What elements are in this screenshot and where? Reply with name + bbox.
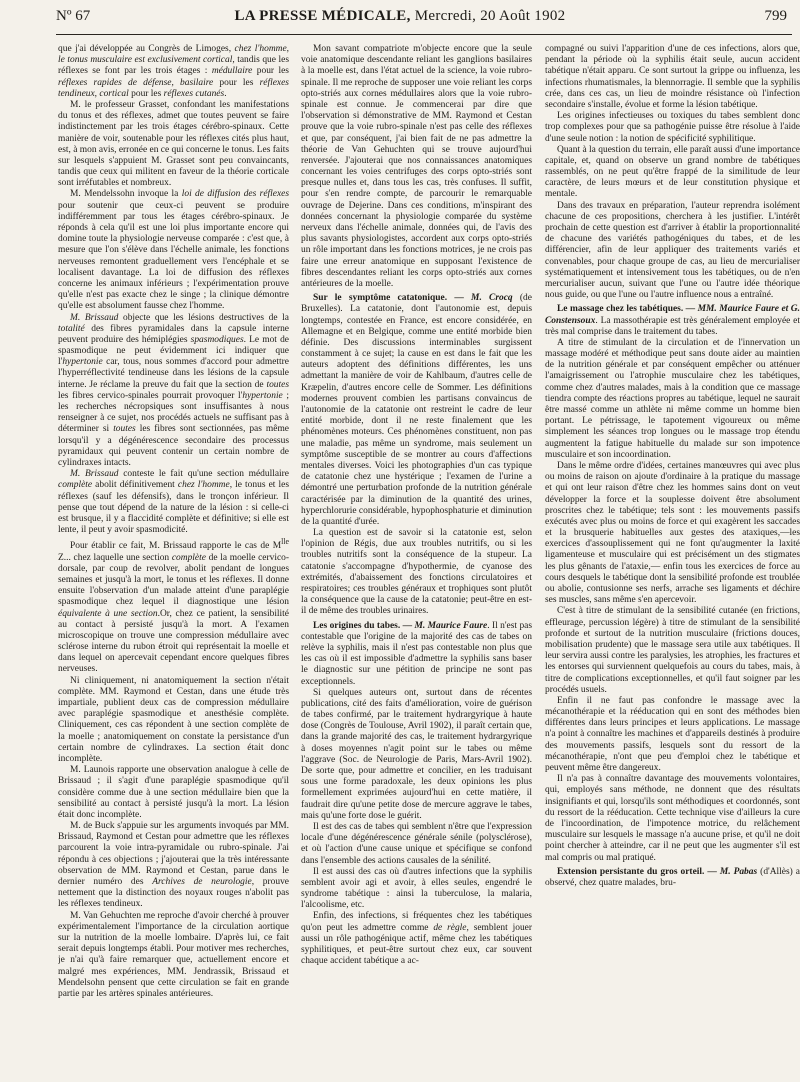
paragraph: Enfin, des infections, si fréquentes chez les tabétiques qu'on peut les admettre comme de règle, semblent jouer aussi un rôle pathogénique actif, même chez les tabétiques syphilitiques, et peut-être surtout chez eux, car souvent chaque accident tabétique a ac- (301, 911, 532, 967)
paragraph: La question est de savoir si la catatonie est, selon l'opinion de Régis, due aux troubles nutritifs, ou si les troubles nutritifs sont la conséquence de la stupeur. La catatonie s'accompagne d'hypothermie, de cyanose des extrémités, d'abaissement des fonctions circulatoires et respiratoires; ces troubles généraux et trophiques sont plutôt la conséquence que la cause de la catatonie; peut-être en est-il de même des troubles urinaires. (301, 528, 532, 617)
paragraph: Les origines infectieuses ou toxiques du tabes semblent donc trop complexes pour que sa pathogénie puisse être résolue à l'aide d'une seule notion : la notion de spécificité syphilitique. (545, 111, 800, 144)
paragraph: C'est à titre de stimulant de la sensibilité cutanée (en frictions, effleurage, percussion légère) à titre de stimulant de la sensibilité profonde et surtout de la nutrition musculaire (frictions douces, mobilisation prudente) que le massage sera utile aux tabétiques. Il leur servira aussi contre les paralysies, les atrophies, les fractures et les entorses qui surviennent quelquefois au cours du tabes, mais, à titre de complications exceptionnelles, et qu'il faut soigner par les procédés usuels. (545, 606, 800, 695)
header-rule (56, 34, 792, 35)
issue-date: Mercredi, 20 Août 1902 (414, 8, 566, 24)
paragraph: M. Brissaud objecte que les lésions destructives de la totalité des fibres pyramidales dans la capsule interne peuvent produire des hémiplégies spasmodiques. Le mot de spasmodique ne peut évidemment ici indiquer que l'hypertonie car, tous, nous sommes d'accord pour admettre l'hyperréflectivité tendineuse dans les lésions de la capsule interne. Je réclame la preuve du fait que la section de toutes les fibres cervico-spinales pourrait provoquer l'hypertonie ; les recherches nécropsiques sont insuffisantes à nous renseigner à ce sujet, nos procédés actuels ne suffisant pas à déterminer si toutes les fibres sont sectionnées, pas même lorsqu'il y a dégénérescence secondaire des processus pyramidaux qui peuvent contenir un certain nombre de cylindraxes intacts. (58, 312, 289, 468)
paragraph: Mon savant compatriote m'objecte encore que la seule voie anatomique descendante reliant les ganglions basilaires à la moelle est, dans l'état actuel de la science, la voie rubro-spinale. Il me reproche de supposer une voie reliant les corps opto-striés aux cornes médullaires alors que la voie rubro-spinale est connue. Je commencerai par dire que l'observation si démonstrative de MM. Raymond et Cestan prouve que la voie rubro-spinale n'est pas celle des réflexes et que, par conséquent, j'ai bien fait de ne pas admettre la théorie de Van Gehuchten qui se trouve aujourd'hui renversée. J'ajouterai que nos connaissances anatomiques concernant les voies centrifuges des corps opto-striés sont presque nulles et, dans tous les cas, très confuses. Il suffit, pour s'en rendre compte, de parcourir le remarquable ouvrage de Dejerine. Dans ces conditions, m'inspirant des données concernant la physiologie comparée du système nerveux dans l'échelle animale, données qui, de l'avis des plus savants physiologistes, accordent aux corps opto-striés un rôle important dans les fonctions motrices, je ne crois pas faire une erreur anatomique en supposant l'existence de fibres descendantes reliant les corps opto-striés aux cornes antérieures de la moelle. (301, 44, 532, 289)
paragraph: Il est aussi des cas où d'autres infections que la syphilis semblent avoir agi et avoir, à elles seules, engendré le syndrome tabétique : ainsi la tuberculose, la malaria, l'alcoolisme, etc. (301, 866, 532, 911)
paragraph: Pour établir ce fait, M. Brissaud rapporte le cas de $M^{lle}$ Z... chez laquelle une section complète de la moelle cervico-dorsale, par coup de revolver, abolit pendant de longues semaines et jusqu'à la mort, le tonus et les réflexes. Il donne ensuite l'observation d'un malade atteint d'une paraplégie spasmodique chez lequel il diagnostique une lésion équivalente à une section.Or, chez ce patient, la sensibilité au contact à persisté jusqu'à la mort. A l'examen microscopique on trouve une compression médullaire avec sclérose interne du rubon étroit qui représentait la moelle et dans lequel on apercevait cependant encore quelques fibres nerveuses. (58, 537, 289, 675)
text-column-1 (58, 44, 289, 1078)
paragraph: M. Van Gehuchten me reproche d'avoir cherché à prouver expérimentalement l'importance de la circulation aortique sur la nutrition de la moelle lombaire. D'après lui, ce fait serait depuis longtemps établi. Pour motiver mes recherches, je n'ai qu'à faire remarquer que, actuellement encore et malgré mes expériences, MM. Jendrassik, Brissaud et Mendelsohn pensent que cette circulation se fait en grande partie par les artères spinales antérieures. (58, 910, 289, 999)
paragraph: que j'ai développée au Congrès de Limoges, chez l'homme, le tonus musculaire est exclusivement cortical, tandis que les réflexes se font par les trois étages : médullaire pour les réflexes rapides de défense, basilaire pour les réflexes tendineux, cortical pour les réflexes cutanés. (58, 44, 289, 99)
text-column-2 (301, 44, 532, 1078)
journal-masthead (0, 8, 800, 25)
paragraph: M. le professeur Grasset, confondant les manifestations du tonus et des réflexes, admet que toutes peuvent se faire indistinctement par les trois étages cérébro-spinaux. Cette manière de voir, soutenable pour les réflexes cités plus haut, est, à mon avis, erronée en ce qui concerne le tonus. Les faits sur lesquels s'appuient M. Grasset sont peu convaincants, tandis que ceux qui militent en faveur de la théorie corticale sont irréfutables et nombreux. (58, 99, 289, 189)
paragraph: Ni cliniquement, ni anatomiquement la section n'était complète. MM. Raymond et Cestan, dans une étude très impartiale, publient deux cas de compression médullaire avec paraplégie spasmodique et anesthésie complète. Cliniquement, ces cas répondent à une section complète de la moelle ; anatomiquement on constate la persistance d'un certain nombre de cylindraxes. La section était donc incomplète. (58, 675, 289, 764)
paragraph: Si quelques auteurs ont, surtout dans de récentes publications, cité des faits d'amélioration, voire de guérison de tabes confirmé, par le traitement hydrargyrique à haute dose (Congrès de Toulouse, Avril 1902), il paraît certain que, dans la grande majorité des cas, le traitement hydrargyrique à doses moyennes n'agit point sur le tabes ou même l'aggrave (Soc. de Neurologie de Paris, Mars-Avril 1902). De sorte que, pour admettre et concilier, en les traduisant sous une forme paradoxale, les deux opinions les plus formellement exprimées aujourd'hui en cette matière, il faudrait dire qu'une petite dose de mercure aggrave le tabes, mais qu'une forte dose le guérit. (301, 687, 532, 821)
paragraph: Il n'a pas à connaître davantage des mouvements volontaires, qui, employés sans méthode, ne donnent que des résultats insignifiants et qui, lorsqu'ils sont méthodiques et coordonnés, sont du ressort de la rééducation. Cette technique vise d'ailleurs la cure de l'incoordination, de l'impotence motrice, du relâchement musculaire sur lesquels le massage n'a aucune prise, et qu'il ne doit point chercher à atteindre, car il ne peut que les augmenter s'il est mal compris ou mal pratiqué. (545, 774, 800, 863)
section-paragraph: Les origines du tabes. — M. Maurice Faure. Il n'est pas contestable que l'origine de la majorité des cas de tabes on relève la syphilis, mais il n'est pas contestable non plus que les cas où il est impossible d'admettre la syphilis sans baser le diagnostic sur une pétition de principe ne sont pas exceptionnels. (301, 620, 532, 687)
text-column-3 (545, 44, 800, 1078)
paragraph: M. de Buck s'appuie sur les arguments invoqués par MM. Brissaud, Raymond et Cestan pour admettre que les réflexes parcourent la voie intra-pyramidale ou rubro-spinale. J'ai répondu à ces objections ; j'ajouterai que la très intéressante observation de MM. Raymond et Cestan, parue dans le dernier numéro des Archives de neurologie, prouve nettement que la distinction des noyaux rouges n'abolit pas les réflexes tendineux. (58, 821, 289, 910)
paragraph: Quant à la question du terrain, elle paraît aussi d'une importance capitale, et, quand on observe un grand nombre de tabétiques rassemblés, on ne peut qu'être frappé de la similitude de leur caractère, de leurs mœurs et de leur constitution physique et mentale. (545, 144, 800, 200)
journal-title: LA PRESSE MÉDICALE, (234, 8, 411, 24)
page-number: 799 (764, 8, 787, 24)
paragraph: M. Brissaud conteste le fait qu'une section médullaire complète abolit définitivement chez l'homme, le tonus et les réflexes (sauf les défensifs), dans le tronçon inférieur. Il pense que tout dépend de la nature de la lésion : si celle-ci est brusque, il y a flaccidité complète et définitive; si elle est lente, il peut y avoir spasmodicité. (58, 469, 289, 536)
paragraph: A titre de stimulant de la circulation et de l'innervation un massage modéré et méthodique peut sans doute aider au maintien de la nutrition générale et par conséquent empêcher ou atténuer l'amaigrissement ou l'atrophie musculaire chez les tabétiques, comme chez d'autres malades, mais à la condition que ce massage tiendra compte des réactions propres au tabétique, lequel ne saurait être massé comme un athlète ni même comme un homme bien portant. Le pétrissage, le tapotement vigoureux ou même simplement les séances trop longues ou le massage trop étendu augmentent la fatigue habituelle du malade sur son impotence musculaire et son incoordination. (545, 337, 800, 460)
section-paragraph: Le massage chez les tabétiques. — MM. Maurice Faure et G. Constensoux. La massothérapie est très généralement employée et très mal comprise dans le traitement du tabes. (545, 304, 800, 337)
paragraph: Enfin il ne faut pas confondre le massage avec la mécanothérapie et la rééducation qui en sont des méthodes bien différentes dans leurs principes et leurs applications. Le massage n'a point à connaître les machines et d'appareils destinés à produire des mouvements passifs, lesquels sont du ressort de la mécanothérapie, n'ont que peu d'emploi chez le tabétique et peuvent même être dangereux. (545, 695, 800, 773)
paragraph: Dans des travaux en préparation, l'auteur reprendra isolément chacune de ces propositions, cherchera à les justifier. L'intérêt prochain de cette question est d'arriver à établir la proportionnalité de chacune des variétés pathogéniques du tabes, et de les différencier, afin de leur appliquer des traitements variés et convenables, pour chaque groupe de cas, au lieu de mercurialiser systématiquement et intensivement tous les tabétiques, ou de n'en mercurialiser aucun, suivant que l'une ou l'autre idée théorique nous guide, ou que l'une ou l'autre influence nous a entraîné. (545, 200, 800, 301)
paragraph: compagné ou suivi l'apparition d'une de ces infections, alors que, pendant la période où la syphilis était seule, aucun accident tabétique n'était apparu. Ce sont surtout la grippe ou influenza, les infections rhumatismales, la blennorragie. Il semble que la syphilis crée, dans ces cas, un lieu de moindre résistance où l'infection secondaire s'installe, évolue et forme la lésion tabétique. (545, 44, 800, 110)
issue-number: Nº 67 (56, 8, 91, 24)
section-paragraph: Sur le symptôme catatonique. — M. Crocq (de Bruxelles). La catatonie, dont l'autonomie est, depuis longtemps, contestée en France, est encore considérée, en Allemagne et en Belgique, comme une entité morbide bien définie. Des discussions interminables surgissent constamment à ce sujet; la cause en est dans le fait que les auteurs adoptent des définitions différentes, les uns admettant la manière de voir de Kahlbaum, d'autres celle de Kræpelin, d'autres encore celle de Sommer. Les définitions modernes prouvent combien les partisans convaincus de l'autonomie de la catatonie ont restreint le cadre de leur entité morbide, dont il ne reste finalement que les phénomènes moteurs. Ces phénomènes constituent, non pas une maladie, pas même un syndrome, mais seulement un symptôme susceptible de se montrer au cours d'affections mentales diverses. Voici les photographies d'un cas typique de catatonie chez une hystérique ; l'examen de l'urine a démontré une perturbation profonde de la nutrition générale caractérisée par la diminution de la quantité des urines, hyperchlorurie considérable, hypophosphaturie et diminution de la quantité d'urée. (301, 293, 532, 527)
paragraph: Il est des cas de tabes qui semblent n'être que l'expression locale d'une dégénérescence générale sénile (polysclérose), et où l'action d'une cause unique et spécifique se confond dans l'ensemble des actions causales de la sénilité. (301, 821, 532, 866)
paragraph: Dans le même ordre d'idées, certaines manœuvres qui avec plus ou moins de raison on ajoute d'ordinaire à la pratique du massage et qui ont leur raison d'être chez les hommes sains dont on veut développer la force et la souplesse doivent être absolument proscrites chez le tabétique; tels sont : les mouvements passifs exécutés avec plus ou moins de force et qui exagèrent les saccades et la brusquerie habituelles aux gestes des ataxiques,—les exercices d'assouplissement qui ne font qu'augmenter la laxité ligamenteuse et musculaire qui est précisément un des stigmates les plus gênants de l'ataxie,— enfin tous les exercices de force au cours desquels le tabétique dont la sensibilité profonde est troublée ou abolie, contusionne ses nerfs, arrache ses ligaments et déchire ses muscles, sans même s'en apercevoir. (545, 460, 800, 606)
paragraph: M. Mendelssohn invoque la loi de diffusion des réflexes pour soutenir que ceux-ci peuvent se produire indifféremment par tous les étages cérébro-spinaux. Je réponds à cela qu'il est une loi plus importante encore qui domine toute la physiologie nerveuse comparée : c'est que, à mesure que l'on s'élève dans l'échelle animale, les fonctions nerveuses remontent graduellement vers l'encéphale et se localisent davantage. La loi de diffusion des réflexes concerne les animaux inférieurs ; l'expérimentation prouve qu'elle n'est pas exacte chez le singe ; la clinique démontre qu'elle est absolument fausse chez l'homme. (58, 189, 289, 312)
section-paragraph: Extension persistante du gros orteil. — M. Pabas (d'Allès) a observé, chez quatre malades, bru- (545, 866, 800, 888)
paragraph: M. Launois rapporte une observation analogue à celle de Brissaud ; il s'agit d'une paraplégie spasmodique qu'il considère comme due à une section médullaire bien que la sensibilité au contact à persisté jusqu'à la mort. La lésion était donc incomplète. (58, 765, 289, 820)
